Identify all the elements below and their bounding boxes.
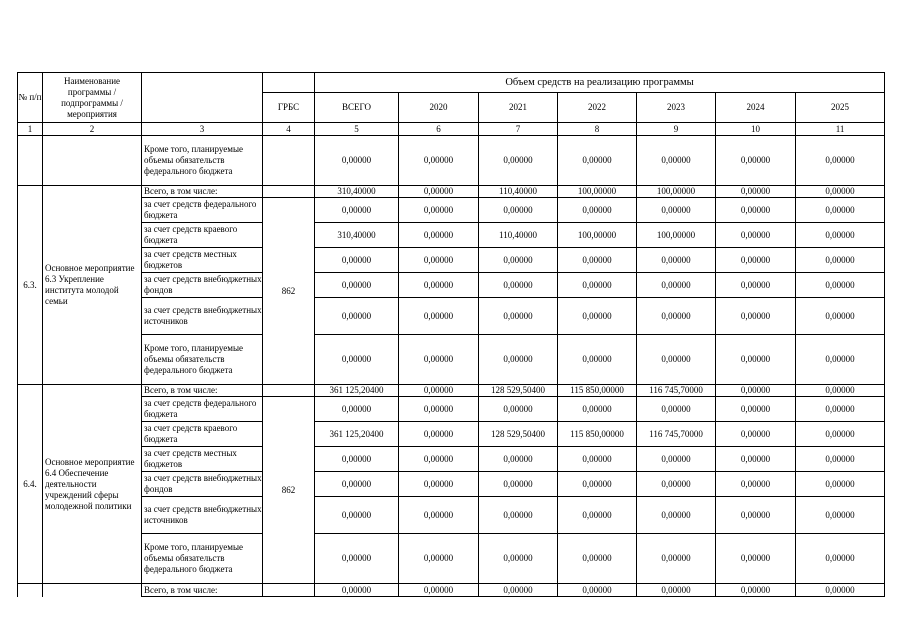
value-cell: 0,00000 (479, 584, 558, 597)
value-cell: 0,00000 (716, 497, 796, 534)
value-cell: 0,00000 (637, 298, 716, 335)
value-cell: 0,00000 (796, 198, 885, 223)
value-cell: 100,00000 (558, 223, 637, 248)
row-label: за счет средств внебюджетных источников (142, 298, 263, 335)
value-cell: 115 850,00000 (558, 385, 637, 397)
value-cell: 0,00000 (796, 273, 885, 298)
value-cell: 0,00000 (315, 397, 399, 422)
header-volume: Объем средств на реализацию программы (315, 73, 885, 93)
section-name: Основное мероприятие 6.4 Обеспечение деятельности учреждений сферы молодежной политики (43, 385, 142, 584)
header-grbs-top (263, 73, 315, 93)
value-cell: 0,00000 (716, 335, 796, 385)
value-cell: 0,00000 (558, 397, 637, 422)
value-cell: 0,00000 (558, 472, 637, 497)
value-cell: 0,00000 (399, 335, 479, 385)
row-label: за счет средств федерального бюджета (142, 198, 263, 223)
value-cell: 0,00000 (796, 534, 885, 584)
value-cell: 310,40000 (315, 223, 399, 248)
table-row (18, 497, 885, 534)
value-cell: 0,00000 (796, 397, 885, 422)
value-cell: 0,00000 (796, 497, 885, 534)
value-cell: 0,00000 (637, 447, 716, 472)
value-cell: 0,00000 (315, 298, 399, 335)
value-cell: 0,00000 (796, 335, 885, 385)
table-row (18, 385, 885, 397)
value-cell: 100,00000 (558, 186, 637, 198)
value-cell: 0,00000 (399, 248, 479, 273)
value-cell: 0,00000 (796, 472, 885, 497)
header-year: 2023 (637, 93, 716, 123)
column-index: 2 (43, 123, 142, 136)
table-row (18, 136, 885, 186)
value-cell: 0,00000 (796, 447, 885, 472)
table-row (18, 335, 885, 385)
column-index-row (18, 123, 885, 136)
value-cell: 0,00000 (315, 248, 399, 273)
value-cell: 0,00000 (479, 198, 558, 223)
value-cell: 0,00000 (637, 534, 716, 584)
value-cell: 0,00000 (637, 472, 716, 497)
row-label: за счет средств местных бюджетов (142, 447, 263, 472)
value-cell: 0,00000 (796, 223, 885, 248)
grbs-code: 862 (263, 397, 315, 584)
value-cell: 0,00000 (479, 136, 558, 186)
table-row (18, 186, 885, 198)
value-cell: 0,00000 (637, 273, 716, 298)
grbs-cell (263, 385, 315, 397)
row-label: за счет средств краевого бюджета (142, 422, 263, 447)
row-label: за счет средств краевого бюджета (142, 223, 263, 248)
row-label: Всего, в том числе: (142, 385, 263, 397)
value-cell: 0,00000 (716, 397, 796, 422)
value-cell: 0,00000 (558, 198, 637, 223)
value-cell: 128 529,50400 (479, 385, 558, 397)
value-cell: 0,00000 (558, 447, 637, 472)
value-cell: 0,00000 (315, 472, 399, 497)
section-number: 6.4. (18, 385, 43, 584)
name-cell (43, 136, 142, 186)
value-cell: 0,00000 (716, 186, 796, 198)
header-year: 2021 (479, 93, 558, 123)
value-cell: 0,00000 (315, 534, 399, 584)
value-cell: 0,00000 (558, 534, 637, 584)
value-cell: 0,00000 (637, 136, 716, 186)
table-row (18, 447, 885, 472)
row-label: Кроме того, планируемые объемы обязательств федерального бюджета (142, 335, 263, 385)
value-cell: 110,40000 (479, 223, 558, 248)
grbs-code: 862 (263, 198, 315, 385)
value-cell: 0,00000 (637, 397, 716, 422)
value-cell: 0,00000 (558, 298, 637, 335)
value-cell: 0,00000 (479, 298, 558, 335)
table-row (18, 248, 885, 273)
value-cell: 0,00000 (796, 248, 885, 273)
value-cell: 0,00000 (399, 422, 479, 447)
value-cell: 0,00000 (558, 497, 637, 534)
budget-table (17, 72, 885, 597)
row-label: за счет средств местных бюджетов (142, 248, 263, 273)
value-cell: 0,00000 (479, 397, 558, 422)
row-label: за счет средств внебюджетных фондов (142, 472, 263, 497)
grbs-cell (263, 584, 315, 597)
value-cell: 0,00000 (315, 447, 399, 472)
value-cell: 361 125,20400 (315, 422, 399, 447)
row-label: за счет средств федерального бюджета (142, 397, 263, 422)
table-row (18, 584, 885, 597)
grbs-cell (263, 186, 315, 198)
value-cell: 0,00000 (399, 397, 479, 422)
value-cell: 0,00000 (637, 198, 716, 223)
value-cell: 0,00000 (315, 584, 399, 597)
value-cell: 0,00000 (796, 584, 885, 597)
value-cell: 0,00000 (716, 248, 796, 273)
value-cell: 0,00000 (558, 136, 637, 186)
value-cell: 115 850,00000 (558, 422, 637, 447)
column-index: 7 (479, 123, 558, 136)
value-cell: 0,00000 (399, 198, 479, 223)
value-cell: 0,00000 (716, 422, 796, 447)
value-cell: 0,00000 (796, 385, 885, 397)
header-grbs: ГРБС (263, 93, 315, 123)
value-cell: 0,00000 (558, 584, 637, 597)
column-index: 6 (399, 123, 479, 136)
table-row (18, 422, 885, 447)
row-label: Кроме того, планируемые объемы обязательств федерального бюджета (142, 136, 263, 186)
value-cell: 110,40000 (479, 186, 558, 198)
value-cell: 0,00000 (637, 497, 716, 534)
value-cell: 0,00000 (399, 223, 479, 248)
value-cell: 0,00000 (716, 298, 796, 335)
value-cell: 0,00000 (716, 273, 796, 298)
header-year: 2022 (558, 93, 637, 123)
header-total: ВСЕГО (315, 93, 399, 123)
header-number: № п/п (18, 73, 43, 123)
value-cell: 0,00000 (315, 273, 399, 298)
header-year: 2020 (399, 93, 479, 123)
column-index: 11 (796, 123, 885, 136)
value-cell: 0,00000 (399, 472, 479, 497)
sections-body (18, 186, 885, 584)
row-label: за счет средств внебюджетных источников (142, 497, 263, 534)
table-row (18, 223, 885, 248)
value-cell: 0,00000 (716, 198, 796, 223)
value-cell: 0,00000 (637, 584, 716, 597)
column-index: 3 (142, 123, 263, 136)
value-cell: 0,00000 (716, 472, 796, 497)
value-cell: 0,00000 (399, 584, 479, 597)
section-number: 6.3. (18, 186, 43, 385)
column-index: 9 (637, 123, 716, 136)
value-cell: 0,00000 (315, 497, 399, 534)
value-cell: 0,00000 (399, 298, 479, 335)
grbs-cell (263, 136, 315, 186)
value-cell: 0,00000 (399, 497, 479, 534)
value-cell: 0,00000 (479, 248, 558, 273)
value-cell: 0,00000 (637, 335, 716, 385)
column-index: 4 (263, 123, 315, 136)
value-cell: 0,00000 (637, 248, 716, 273)
table-row (18, 273, 885, 298)
value-cell: 310,40000 (315, 186, 399, 198)
column-index: 10 (716, 123, 796, 136)
value-cell: 116 745,70000 (637, 422, 716, 447)
column-index: 8 (558, 123, 637, 136)
value-cell: 0,00000 (399, 136, 479, 186)
value-cell: 0,00000 (716, 584, 796, 597)
value-cell: 0,00000 (716, 223, 796, 248)
value-cell: 0,00000 (558, 335, 637, 385)
value-cell: 0,00000 (796, 186, 885, 198)
value-cell: 116 745,70000 (637, 385, 716, 397)
row-label: Всего, в том числе: (142, 584, 263, 597)
value-cell: 0,00000 (315, 136, 399, 186)
value-cell: 0,00000 (479, 335, 558, 385)
value-cell: 0,00000 (479, 273, 558, 298)
value-cell: 0,00000 (716, 447, 796, 472)
value-cell: 0,00000 (796, 422, 885, 447)
table-row (18, 472, 885, 497)
value-cell: 0,00000 (558, 248, 637, 273)
value-cell: 0,00000 (558, 273, 637, 298)
header-row-1 (18, 73, 885, 93)
value-cell: 0,00000 (716, 136, 796, 186)
value-cell: 0,00000 (399, 447, 479, 472)
name-cell (43, 584, 142, 597)
section-name: Основное мероприятие 6.3 Укрепление института молодой семьи (43, 186, 142, 385)
value-cell: 0,00000 (315, 198, 399, 223)
value-cell: 0,00000 (479, 497, 558, 534)
header-year: 2024 (716, 93, 796, 123)
table-row (18, 534, 885, 584)
row-label: за счет средств внебюджетных фондов (142, 273, 263, 298)
value-cell: 0,00000 (796, 136, 885, 186)
value-cell: 0,00000 (716, 534, 796, 584)
column-index: 5 (315, 123, 399, 136)
header-year: 2025 (796, 93, 885, 123)
value-cell: 0,00000 (716, 385, 796, 397)
value-cell: 0,00000 (479, 472, 558, 497)
value-cell: 0,00000 (399, 186, 479, 198)
table-row (18, 298, 885, 335)
row-label: Кроме того, планируемые объемы обязательств федерального бюджета (142, 534, 263, 584)
value-cell: 361 125,20400 (315, 385, 399, 397)
number-cell (18, 584, 43, 597)
value-cell: 0,00000 (796, 298, 885, 335)
table-row (18, 198, 885, 223)
value-cell: 0,00000 (479, 447, 558, 472)
header-blank (142, 73, 263, 123)
column-index: 1 (18, 123, 43, 136)
value-cell: 100,00000 (637, 223, 716, 248)
value-cell: 0,00000 (479, 534, 558, 584)
row-label: Всего, в том числе: (142, 186, 263, 198)
value-cell: 100,00000 (637, 186, 716, 198)
header-name: Наименование программы / подпрограммы / мероприятия (43, 73, 142, 123)
value-cell: 0,00000 (399, 385, 479, 397)
value-cell: 0,00000 (399, 534, 479, 584)
value-cell: 128 529,50400 (479, 422, 558, 447)
value-cell: 0,00000 (315, 335, 399, 385)
table-row (18, 397, 885, 422)
value-cell: 0,00000 (399, 273, 479, 298)
number-cell (18, 136, 43, 186)
